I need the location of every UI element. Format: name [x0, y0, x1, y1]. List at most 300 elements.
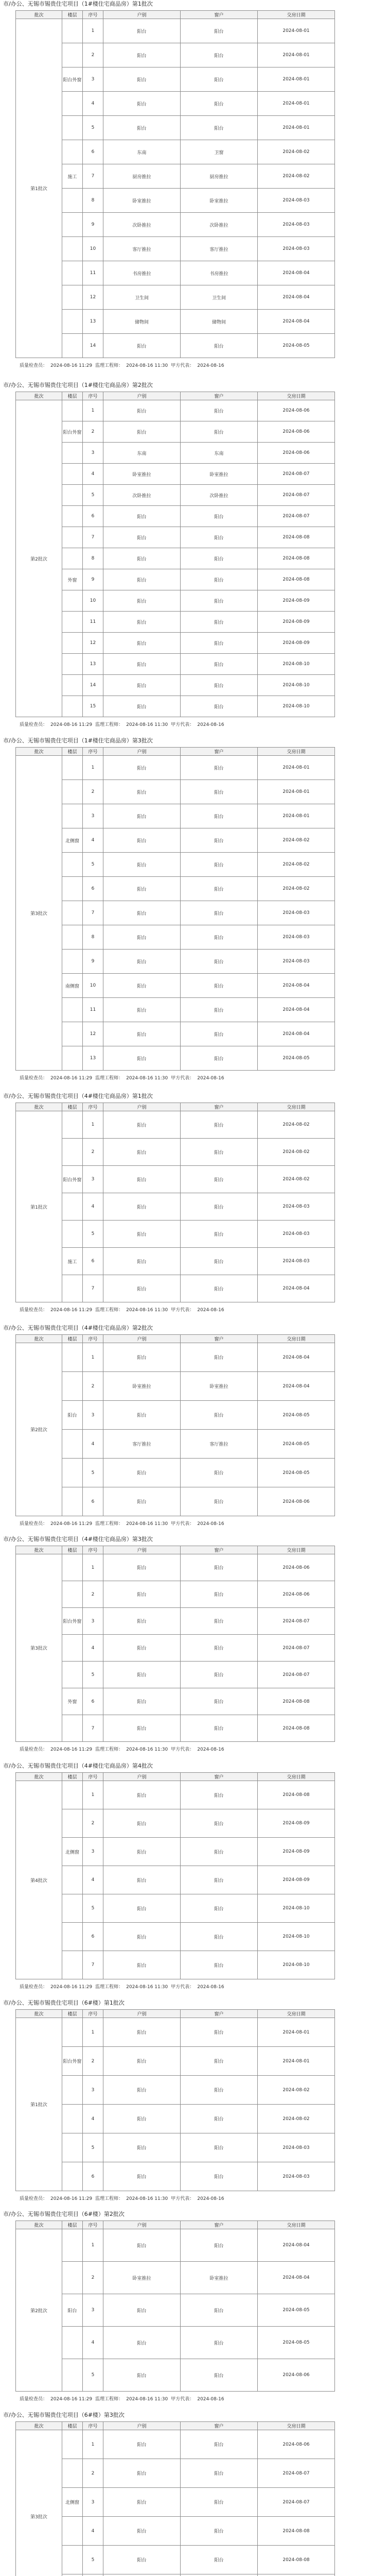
floor-cell	[62, 1221, 83, 1248]
window-cell: 阳台	[181, 1193, 258, 1221]
header-household: 户别	[103, 1103, 181, 1111]
floor-cell	[62, 2105, 83, 2133]
seq-cell: 13	[83, 654, 103, 675]
batch-cell: 第2批次	[16, 400, 62, 717]
supervisor-label: 监理工程师：	[95, 1076, 123, 1081]
batch-section	[0, 1999, 371, 2208]
window-cell: 阳台	[181, 2076, 258, 2105]
seq-cell: 11	[83, 612, 103, 633]
table-header-row	[16, 392, 335, 400]
household-cell: 阳台	[103, 334, 181, 358]
seq-cell: 5	[83, 2546, 103, 2574]
household-cell: 阳台	[103, 2327, 181, 2359]
table-row	[16, 310, 335, 334]
table-row	[16, 1487, 335, 1516]
chief-label: 质量检查员：	[20, 1747, 48, 1752]
floor-cell	[62, 2359, 83, 2392]
header-batch: 批次	[16, 392, 62, 400]
seq-cell: 12	[83, 285, 103, 310]
batch-table	[15, 392, 335, 717]
window-cell: 客厅推拉	[181, 1430, 258, 1459]
date-cell: 2024-08-08	[258, 2517, 335, 2546]
seq-cell: 5	[83, 853, 103, 877]
household-cell: 阳台	[103, 1809, 181, 1838]
seq-cell: 6	[83, 1248, 103, 1275]
household-cell: 阳台	[103, 2018, 181, 2047]
seq-cell: 11	[83, 261, 103, 285]
date-cell: 2024-08-08	[258, 1781, 335, 1809]
owner-date: 2024-08-16	[197, 1985, 224, 1990]
header-window: 窗户	[181, 748, 258, 756]
date-cell: 2024-08-09	[258, 1866, 335, 1894]
date-cell: 2024-08-05	[258, 1459, 335, 1487]
signoff-line	[20, 1075, 227, 1081]
header-batch: 批次	[16, 1103, 62, 1111]
floor-cell	[62, 2546, 83, 2574]
table-row	[16, 1166, 335, 1193]
window-cell: 阳台	[181, 2546, 258, 2574]
chief-label: 质量检查员：	[20, 2196, 48, 2201]
seq-cell: 12	[83, 1022, 103, 1046]
window-cell: 次卧推拉	[181, 485, 258, 506]
seq-cell: 6	[83, 877, 103, 901]
seq-cell: 2	[83, 1372, 103, 1401]
window-cell: 阳台	[181, 43, 258, 67]
batch-cell: 第3批次	[16, 1554, 62, 1742]
table-row	[16, 2076, 335, 2105]
seq-cell: 1	[83, 400, 103, 421]
floor-cell	[62, 696, 83, 717]
header-seq: 序号	[83, 1773, 103, 1781]
window-cell: 阳台	[181, 804, 258, 828]
floor-cell: 阳台外窗	[62, 1166, 83, 1193]
header-household: 户别	[103, 1546, 181, 1554]
batch-title: 市/办公、无锡市锡贵住宅项目（6#楼）第1批次	[3, 1999, 125, 2006]
signoff-line	[20, 1747, 227, 1753]
floor-cell	[62, 853, 83, 877]
table-row	[16, 213, 335, 237]
household-cell: 卧室推拉	[103, 464, 181, 485]
owner-date: 2024-08-16	[197, 722, 224, 727]
header-batch: 批次	[16, 11, 62, 19]
window-cell: 阳台	[181, 334, 258, 358]
header-date: 交房日期	[258, 1103, 335, 1111]
seq-cell: 13	[83, 1046, 103, 1071]
supervisor-date: 2024-08-16 11:30	[126, 1985, 168, 1990]
chief-date: 2024-08-16 11:29	[50, 1076, 93, 1081]
header-seq: 序号	[83, 2422, 103, 2430]
household-cell: 阳台	[103, 527, 181, 548]
date-cell: 2024-08-05	[258, 2294, 335, 2327]
header-window: 窗户	[181, 392, 258, 400]
household-cell: 阳台	[103, 925, 181, 950]
signoff-line	[20, 363, 227, 369]
seq-cell: 2	[83, 2262, 103, 2294]
date-cell: 2024-08-08	[258, 527, 335, 548]
date-cell: 2024-08-05	[258, 1046, 335, 1071]
seq-cell: 4	[83, 1430, 103, 1459]
table-row	[16, 1951, 335, 1979]
table-row	[16, 590, 335, 612]
household-cell: 阳台	[103, 1221, 181, 1248]
window-cell: 阳台	[181, 2430, 258, 2459]
household-cell: 阳台	[103, 2162, 181, 2191]
header-household: 户别	[103, 1773, 181, 1781]
floor-cell	[62, 1372, 83, 1401]
date-cell: 2024-08-02	[258, 2076, 335, 2105]
window-cell: 阳台	[181, 1688, 258, 1715]
date-cell: 2024-08-08	[258, 1715, 335, 1742]
seq-cell: 4	[83, 1866, 103, 1894]
table-row	[16, 901, 335, 925]
window-cell: 阳台	[181, 2359, 258, 2392]
seq-cell: 6	[83, 1923, 103, 1951]
date-cell: 2024-08-01	[258, 804, 335, 828]
household-cell: 阳台	[103, 1688, 181, 1715]
window-cell: 阳台	[181, 1809, 258, 1838]
table-row	[16, 1248, 335, 1275]
floor-cell	[62, 189, 83, 213]
supervisor-date: 2024-08-16 11:30	[126, 722, 168, 727]
seq-cell: 2	[83, 780, 103, 804]
table-header-row	[16, 1773, 335, 1781]
date-cell: 2024-08-04	[258, 2229, 335, 2262]
floor-cell	[62, 1581, 83, 1608]
household-cell: 阳台	[103, 1894, 181, 1923]
seq-cell: 9	[83, 213, 103, 237]
household-cell: 次卧推拉	[103, 485, 181, 506]
window-cell: 阳台	[181, 998, 258, 1022]
date-cell: 2024-08-03	[258, 213, 335, 237]
floor-cell	[62, 2327, 83, 2359]
table-row	[16, 569, 335, 590]
seq-cell: 5	[83, 485, 103, 506]
header-household: 户别	[103, 748, 181, 756]
household-cell: 阳台	[103, 548, 181, 569]
date-cell: 2024-08-10	[258, 1894, 335, 1923]
floor-cell	[62, 590, 83, 612]
household-cell: 阳台	[103, 901, 181, 925]
window-cell: 阳台	[181, 1715, 258, 1742]
batch-title: 市/办公、无锡市锡贵住宅项目（4#楼住宅商品房）第3批次	[3, 1536, 153, 1543]
date-cell: 2024-08-07	[258, 1608, 335, 1635]
floor-cell	[62, 1554, 83, 1581]
window-cell: 阳台	[181, 527, 258, 548]
seq-cell: 3	[83, 2294, 103, 2327]
window-cell: 阳台	[181, 92, 258, 116]
household-cell: 阳台	[103, 92, 181, 116]
household-cell: 阳台	[103, 1581, 181, 1608]
table-row	[16, 1781, 335, 1809]
window-cell: 阳台	[181, 780, 258, 804]
header-seq: 序号	[83, 748, 103, 756]
floor-cell: 北侧窗	[62, 2488, 83, 2517]
window-cell: 卧室推拉	[181, 464, 258, 485]
window-cell: 阳台	[181, 1781, 258, 1809]
household-cell: 阳台	[103, 1166, 181, 1193]
header-floor: 楼层	[62, 1335, 83, 1343]
table-row	[16, 877, 335, 901]
window-cell: 阳台	[181, 1894, 258, 1923]
batch-cell: 第1批次	[16, 1111, 62, 1302]
floor-cell	[62, 400, 83, 421]
seq-cell: 10	[83, 237, 103, 261]
table-row	[16, 2546, 335, 2574]
seq-cell: 4	[83, 2517, 103, 2546]
date-cell: 2024-08-01	[258, 2018, 335, 2047]
date-cell: 2024-08-06	[258, 2430, 335, 2459]
chief-label: 质量检查员：	[20, 1521, 48, 1527]
table-row	[16, 2018, 335, 2047]
supervisor-label: 监理工程师：	[95, 2196, 123, 2201]
window-cell: 阳台	[181, 2133, 258, 2162]
window-cell: 阳台	[181, 1022, 258, 1046]
household-cell: 阳台	[103, 1193, 181, 1221]
table-row	[16, 1459, 335, 1487]
floor-cell	[62, 506, 83, 527]
floor-cell	[62, 612, 83, 633]
window-cell: 客厅推拉	[181, 237, 258, 261]
table-header-row	[16, 2422, 335, 2430]
household-cell	[103, 2574, 181, 2576]
seq-cell: 7	[83, 1951, 103, 1979]
window-cell: 储物间	[181, 310, 258, 334]
batch-table	[15, 1103, 335, 1302]
chief-label: 质量检查员：	[20, 1076, 48, 1081]
floor-cell	[62, 1951, 83, 1979]
seq-cell: 4	[83, 2105, 103, 2133]
header-batch: 批次	[16, 1773, 62, 1781]
signoff-line	[20, 2396, 227, 2402]
window-cell: 阳台	[181, 548, 258, 569]
window-cell: 阳台	[181, 1343, 258, 1372]
date-cell: 2024-08-02	[258, 164, 335, 189]
household-cell: 客厅推拉	[103, 237, 181, 261]
batch-title: 市/办公、无锡市锡贵住宅项目（4#楼住宅商品房）第2批次	[3, 1325, 153, 1331]
floor-cell	[62, 116, 83, 140]
floor-cell	[62, 2262, 83, 2294]
date-cell: 2024-08-01	[258, 19, 335, 43]
seq-cell: 3	[83, 804, 103, 828]
date-cell: 2024-08-01	[258, 780, 335, 804]
table-row	[16, 527, 335, 548]
owner-date: 2024-08-16	[197, 2397, 224, 2402]
household-cell: 阳台	[103, 675, 181, 696]
date-cell: 2024-08-09	[258, 590, 335, 612]
table-row	[16, 1193, 335, 1221]
owner-label: 甲方代表：	[171, 1521, 195, 1527]
seq-cell: 6	[83, 2162, 103, 2191]
date-cell: 2024-08-01	[258, 2047, 335, 2076]
owner-label: 甲方代表：	[171, 363, 195, 368]
window-cell: 阳台	[181, 1951, 258, 1979]
date-cell: 2024-08-04	[258, 261, 335, 285]
chief-date: 2024-08-16 11:29	[50, 1985, 93, 1990]
table-row	[16, 950, 335, 974]
date-cell: 2024-08-02	[258, 877, 335, 901]
header-window: 窗户	[181, 1103, 258, 1111]
floor-cell	[62, 1894, 83, 1923]
window-cell: 阳台	[181, 2162, 258, 2191]
floor-cell	[62, 1487, 83, 1516]
household-cell: 阳台	[103, 590, 181, 612]
owner-label: 甲方代表：	[171, 2397, 195, 2402]
header-household: 户别	[103, 11, 181, 19]
chief-label: 质量检查员：	[20, 1308, 48, 1313]
floor-cell: 阳台	[62, 1401, 83, 1430]
batch-section	[0, 2210, 371, 2409]
floor-cell	[62, 19, 83, 43]
household-cell: 厨房推拉	[103, 164, 181, 189]
table-row	[16, 2327, 335, 2359]
window-cell: 书房推拉	[181, 261, 258, 285]
header-floor: 楼层	[62, 2422, 83, 2430]
window-cell: 阳台	[181, 950, 258, 974]
date-cell: 2024-08-09	[258, 1838, 335, 1866]
header-batch: 批次	[16, 2221, 62, 2229]
date-cell	[258, 2574, 335, 2576]
table-row	[16, 285, 335, 310]
table-row	[16, 2047, 335, 2076]
table-row	[16, 548, 335, 569]
header-batch: 批次	[16, 748, 62, 756]
table-row	[16, 1275, 335, 1302]
date-cell: 2024-08-07	[258, 1635, 335, 1662]
seq-cell: 2	[83, 421, 103, 443]
table-header-row	[16, 1546, 335, 1554]
batch-section	[0, 2411, 371, 2576]
floor-cell	[62, 2133, 83, 2162]
chief-date: 2024-08-16 11:29	[50, 722, 93, 727]
batch-title: 市/办公、无锡市锡贵住宅项目（4#楼住宅商品房）第1批次	[3, 1093, 153, 1099]
signoff-line	[20, 1521, 227, 1527]
date-cell: 2024-08-03	[258, 2162, 335, 2191]
table-row	[16, 485, 335, 506]
window-cell: 东南	[181, 443, 258, 464]
owner-label: 甲方代表：	[171, 1308, 195, 1313]
chief-label: 质量检查员：	[20, 1985, 48, 1990]
header-window: 窗户	[181, 2221, 258, 2229]
household-cell: 阳台	[103, 1715, 181, 1742]
window-cell: 阳台	[181, 974, 258, 998]
chief-date: 2024-08-16 11:29	[50, 1521, 93, 1527]
date-cell: 2024-08-02	[258, 853, 335, 877]
batch-section	[0, 1324, 371, 1533]
header-household: 户别	[103, 2221, 181, 2229]
batch-section	[0, 1762, 371, 1996]
seq-cell: 8	[83, 189, 103, 213]
household-cell: 储物间	[103, 310, 181, 334]
header-date: 交房日期	[258, 1546, 335, 1554]
household-cell: 卧室推拉	[103, 189, 181, 213]
floor-cell	[62, 1275, 83, 1302]
date-cell: 2024-08-02	[258, 828, 335, 853]
table-row	[16, 1554, 335, 1581]
window-cell: 卧室推拉	[181, 1372, 258, 1401]
seq-cell: 9	[83, 569, 103, 590]
chief-date: 2024-08-16 11:29	[50, 363, 93, 368]
table-row	[16, 19, 335, 43]
table-header-row	[16, 11, 335, 19]
date-cell: 2024-08-05	[258, 2327, 335, 2359]
chief-date: 2024-08-16 11:29	[50, 1308, 93, 1313]
floor-cell: 阳台外窗	[62, 1608, 83, 1635]
date-cell: 2024-08-05	[258, 1401, 335, 1430]
window-cell: 阳台	[181, 1248, 258, 1275]
signoff-line	[20, 1984, 227, 1990]
owner-label: 甲方代表：	[171, 1985, 195, 1990]
window-cell: 阳台	[181, 2327, 258, 2359]
window-cell: 阳台	[181, 19, 258, 43]
window-cell: 阳台	[181, 1581, 258, 1608]
date-cell: 2024-08-01	[258, 43, 335, 67]
seq-cell: 4	[83, 92, 103, 116]
batch-section	[0, 1535, 371, 1759]
date-cell: 2024-08-04	[258, 310, 335, 334]
supervisor-date: 2024-08-16 11:30	[126, 1747, 168, 1752]
owner-date: 2024-08-16	[197, 1308, 224, 1313]
household-cell: 阳台	[103, 2488, 181, 2517]
table-row	[16, 633, 335, 654]
table-row	[16, 853, 335, 877]
header-batch: 批次	[16, 1335, 62, 1343]
window-cell: 卧室推拉	[181, 2262, 258, 2294]
household-cell: 阳台	[103, 400, 181, 421]
batch-title: 市/办公、无锡市锡贵住宅项目（4#楼住宅商品房）第4批次	[3, 1762, 153, 1769]
batch-cell: 第1批次	[16, 2018, 62, 2191]
floor-cell: 阳台	[62, 2294, 83, 2327]
floor-cell	[62, 950, 83, 974]
table-row	[16, 1372, 335, 1401]
date-cell: 2024-08-10	[258, 654, 335, 675]
batch-table	[15, 2421, 335, 2576]
window-cell: 阳台	[181, 1554, 258, 1581]
floor-cell	[62, 140, 83, 164]
seq-cell: 1	[83, 1554, 103, 1581]
seq-cell: 4	[83, 1635, 103, 1662]
batch-cell: 第2批次	[16, 1343, 62, 1516]
floor-cell	[62, 1459, 83, 1487]
household-cell: 阳台	[103, 1046, 181, 1071]
owner-date: 2024-08-16	[197, 1747, 224, 1752]
floor-cell	[62, 1635, 83, 1662]
household-cell: 卧室推拉	[103, 1372, 181, 1401]
seq-cell: 5	[83, 1894, 103, 1923]
household-cell: 阳台	[103, 1343, 181, 1372]
table-header-row	[16, 1103, 335, 1111]
household-cell: 次卧推拉	[103, 213, 181, 237]
floor-cell: 阳台外窗	[62, 67, 83, 92]
floor-cell	[62, 675, 83, 696]
household-cell: 书房推拉	[103, 261, 181, 285]
table-row	[16, 116, 335, 140]
table-row	[16, 2517, 335, 2546]
window-cell: 阳台	[181, 675, 258, 696]
date-cell: 2024-08-02	[258, 140, 335, 164]
household-cell: 阳台	[103, 1635, 181, 1662]
supervisor-date: 2024-08-16 11:30	[126, 363, 168, 368]
seq-cell: 12	[83, 633, 103, 654]
seq-cell: 9	[83, 950, 103, 974]
date-cell: 2024-08-04	[258, 1372, 335, 1401]
seq-cell: 3	[83, 1608, 103, 1635]
household-cell: 阳台	[103, 2105, 181, 2133]
seq-cell: 6	[83, 1487, 103, 1516]
date-cell: 2024-08-10	[258, 675, 335, 696]
date-cell: 2024-08-01	[258, 92, 335, 116]
seq-cell: 7	[83, 1275, 103, 1302]
seq-cell: 3	[83, 1838, 103, 1866]
